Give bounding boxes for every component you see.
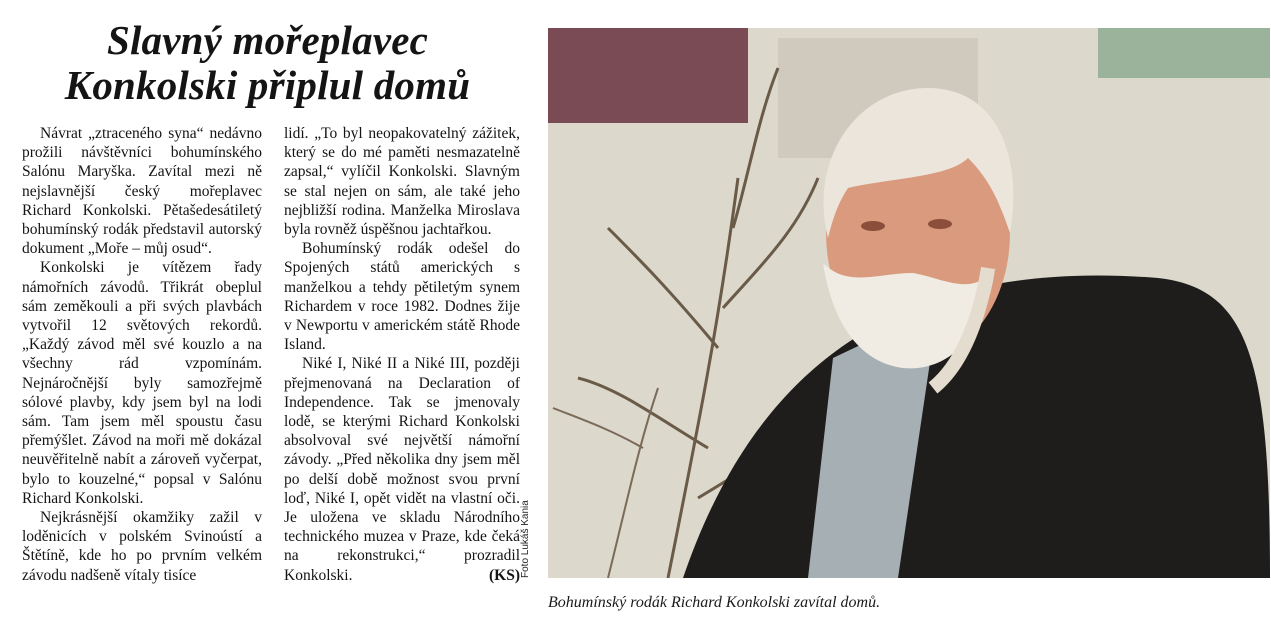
text-column-1 — [22, 124, 262, 585]
text-column-2 — [284, 124, 520, 585]
headline-line-2: Konkolski připlul domů — [64, 62, 471, 108]
headline-line-1: Slavný mořeplavec — [106, 17, 429, 63]
paragraph-5 — [284, 354, 520, 584]
paragraph-3: Nejkrásnější okamžiky zažil v loděnicích v polském Svinoústí a Štětíně, kde ho po prvním velkém závodu nadšeně vítaly tisíce — [22, 509, 262, 584]
paragraph-5-text: Niké I, Niké II a Niké III, později přejmenovaná na Declaration of Independence. Tak se jmenovaly lodě, se kterými Richard Konkolski absolvoval své největší námořní závody. „Před několika dny jsem měl po delší době možnost svou první loď, Niké I, opět vidět na vlastní oči. Je uložena ve skladu Národního technického muzea v Praze, kde čeká na rekonstrukci,“ prozradil Konkolski. — [284, 355, 520, 584]
portrait-illustration — [548, 28, 1270, 578]
article-photo — [548, 28, 1270, 578]
paragraph-1: Návrat „ztraceného syna“ nedávno prožili návštěvníci bohumínského Salónu Maryška. Zavítal mezi ně nejslavnější český mořeplavec Richard Konkolski. Pětašedesátiletý bohumínský rodák představil autorský dokument „Moře – můj osud“. — [22, 125, 262, 258]
photo-credit: Foto Lukáš Kania — [520, 500, 531, 578]
paragraph-2: Konkolski je vítězem řady námořních závodů. Třikrát obeplul sám zeměkouli a při svých plavbách vytvořil 12 světových rekordů. „Každý závod měl své kouzlo a na všechny rád vzpomínám. Nejnáročnější byly samozřejmě sólové plavby, kdy jsem byl na lodi sám. Tam jsem měl spoustu času přemýšlet. Závod na moři mě dokázal neuvěřitelně nabít a zároveň vyčerpat, bylo to kouzelné,“ popsal v Salónu Richard Konkolski. — [22, 259, 262, 507]
paragraph-3-continued: lidí. „To byl neopakovatelný zážitek, který se do mé paměti nesmazatelně zapsal,“ vylíčil Konkolski. Slavným se stal nejen on sám, ale také jeho nejbližší rodina. Manželka Miroslava byla rovněž úspěšnou jachtařkou. — [284, 125, 520, 239]
photo-caption: Bohumínský rodák Richard Konkolski zavítal domů. — [548, 594, 881, 611]
article-headline — [0, 18, 535, 108]
paragraph-4: Bohumínský rodák odešel do Spojených států amerických s manželkou a tehdy pětiletým synem Richardem v roce 1982. Dodnes žije v Newportu v americkém státě Rhode Island. — [284, 240, 520, 354]
author-signature: (KS) — [489, 566, 520, 584]
